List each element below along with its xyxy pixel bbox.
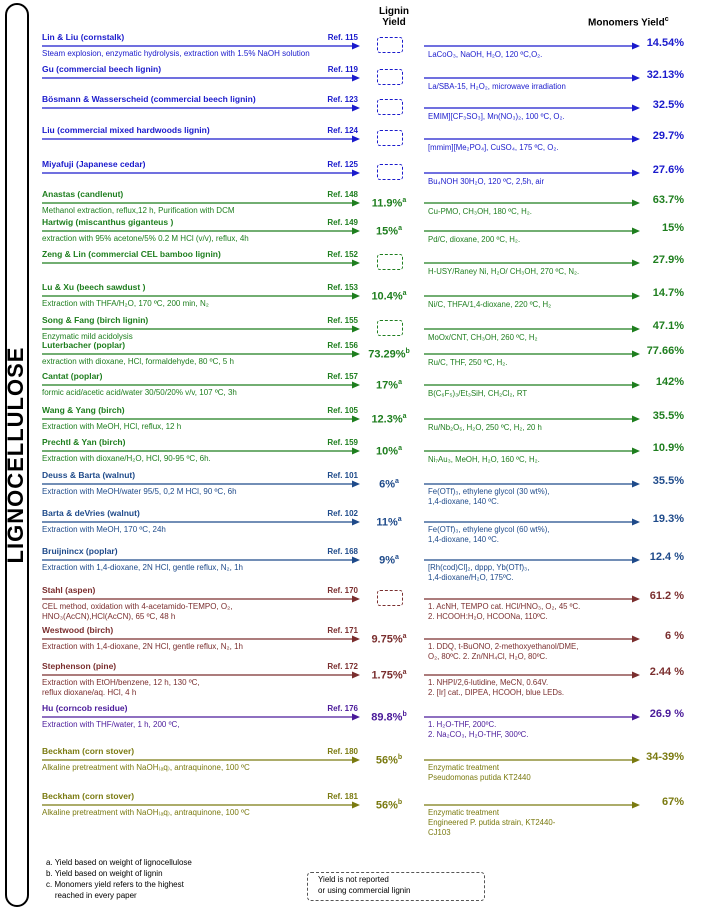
yield-number: 11% [376, 516, 398, 529]
legend-line-1: Yield is not reported [318, 875, 389, 884]
yield-number: 1.75% [371, 669, 403, 682]
row-right-condition: 1,4-dioxane/H₂O, 175ºC. [428, 573, 514, 582]
row-right-condition: Ru/Nb₂O₅, H₂O, 250 ºC, H₂, 20 h [428, 423, 542, 432]
lignin-yield-value [358, 289, 420, 302]
row-ref: Ref. 172 [327, 662, 358, 671]
lignin-yield-value [358, 196, 420, 209]
row-left-condition: Extraction with THFA/H₂O, 170 ºC, 200 min, N₂ [42, 299, 209, 308]
row-right-condition: Enzymatic treatment [428, 808, 500, 817]
row-author: Westwood (birch) [42, 625, 114, 635]
row-right-condition: Ni/C, THFA/1,4-dioxane, 220 ºC, H₂ [428, 300, 552, 309]
row-author: Hartwig (miscanthus giganteus ) [42, 217, 174, 227]
yield-footnote-mark: b [405, 348, 410, 355]
row-ref: Ref. 148 [327, 190, 358, 199]
row-author: Hu (corncob residue) [42, 703, 128, 713]
row-ref: Ref. 155 [327, 316, 358, 325]
yield-number: 6% [379, 478, 395, 491]
monomer-yield-value: 34-39% [646, 751, 684, 763]
row-left-condition: reflux dioxane/aq. HCl, 4 h [42, 688, 137, 697]
row-ref: Ref. 123 [327, 95, 358, 104]
lignin-yield-value [358, 477, 420, 490]
monomer-yield-value: 67% [661, 796, 684, 808]
yield-number: 17% [376, 379, 399, 392]
row-ref: Ref. 119 [327, 65, 358, 74]
monomer-yield-value: 15% [661, 222, 684, 234]
yield-number: 73.29% [368, 348, 406, 361]
row-left-condition: extraction with 95% acetone/5% 0.2 M HCl (v/v), reflux, 4h [42, 234, 249, 243]
row-author: Stahl (aspen) [42, 585, 96, 595]
row-left-condition: HNO₃(AcCN),HCl(AcCN), 65 ºC, 48 h [42, 612, 176, 621]
row-left-condition: CEL method, oxidation with 4-acetamido-TEMPO, O₂, [42, 602, 233, 611]
row-right-condition: 2. Na₂CO₃, H₂O-THF, 300ºC. [428, 730, 529, 739]
footnote-a: a. Yield based on weight of lignocellulose [46, 858, 192, 867]
yield-number: 12.3% [371, 413, 403, 426]
row-author: Liu (commercial mixed hardwoods lignin) [42, 125, 210, 135]
not-reported-box [377, 164, 403, 180]
row-author: Miyafuji (Japanese cedar) [42, 159, 146, 169]
row-author: Bruijnincx (poplar) [42, 546, 118, 556]
row-ref: Ref. 176 [327, 704, 358, 713]
yield-footnote-mark: a [402, 413, 407, 420]
row-author: Barta & deVries (walnut) [42, 508, 140, 518]
row-author: Cantat (poplar) [42, 371, 103, 381]
yield-number: 10.4% [371, 290, 403, 303]
lignin-yield-header: Lignin Yield [379, 6, 409, 28]
row-left-condition: Extraction with dioxane/H₂O, HCl, 90-95 ºC, 6h. [42, 454, 211, 463]
yield-footnote-mark: a [402, 197, 407, 204]
monomers-yield-header: Monomers Yield$^c$ [588, 16, 669, 29]
lignin-yield-value [358, 632, 420, 645]
row-right-condition: 1. AcNH, TEMPO cat. HCl/HNO₃, O₂, 45 ºC. [428, 602, 581, 611]
lignin-yield-value [358, 378, 420, 391]
monomer-yield-value: 6 % [665, 630, 684, 642]
row-right-condition: 1,4-dioxane, 140 ºC. [428, 497, 499, 506]
yield-footnote-mark: a [398, 445, 402, 452]
lignin-yield-value [358, 412, 420, 425]
row-left-condition: Alkaline pretreatment with NaOH₍ₐq₎, antraquinone, 100 ºC [42, 808, 250, 817]
left-arrow-head [352, 260, 360, 267]
yield-footnote-mark: a [395, 554, 399, 561]
yield-number: 15% [376, 225, 399, 238]
row-ref: Ref. 124 [327, 126, 358, 135]
monomer-yield-value: 14.7% [652, 287, 684, 299]
left-arrow-head [352, 596, 360, 603]
row-right-condition: 1. H₂O-THF, 200ºC. [428, 720, 497, 729]
yield-footnote-mark: a [395, 478, 399, 485]
row-ref: Ref. 125 [327, 160, 358, 169]
row-author: Song & Fang (birch lignin) [42, 315, 149, 325]
row-right-condition: H-USY/Raney Ni, H₂O/ CH₃OH, 270 ºC, N₂. [428, 267, 580, 276]
yield-footnote-mark: a [402, 669, 407, 676]
row-left-condition: Extraction with MeOH, 170 ºC, 24h [42, 525, 166, 534]
left-arrow-head [352, 170, 360, 177]
row-author: Deuss & Barta (walnut) [42, 470, 136, 480]
row-right-condition: MoOx/CNT, CH₃OH, 260 ºC, H₂ [428, 333, 538, 342]
side-label: LIGNOCELLULOSE [3, 346, 28, 564]
monomer-yield-value: 12.4 % [649, 551, 684, 563]
row-author: Prechtl & Yan (birch) [42, 437, 126, 447]
monomer-yield-value: 142% [655, 376, 684, 388]
row-right-condition: 1. DDQ, t-BuONO, 2-methoxyethanol/DME, [428, 642, 579, 651]
yield-footnote-mark: a [397, 516, 402, 523]
row-right-condition: CJ103 [428, 828, 451, 837]
row-ref: Ref. 101 [327, 471, 358, 480]
monomer-yield-value: 27.9% [652, 254, 684, 266]
monomer-yield-value: 14.54% [646, 37, 684, 49]
yield-footnote-mark: b [402, 711, 407, 718]
yield-number: 9% [379, 554, 395, 567]
row-ref: Ref. 156 [327, 341, 358, 350]
footnote-c-cont: reached in every paper [46, 891, 137, 900]
yield-footnote-mark: b [397, 799, 403, 806]
row-ref: Ref. 180 [327, 747, 358, 756]
row-right-condition: Fe(OTf)₃, ethylene glycol (30 wt%), [428, 487, 550, 496]
lignin-yield-value [358, 553, 420, 566]
row-author: Wang & Yang (birch) [42, 405, 125, 415]
monomer-yield-value: 32.5% [652, 99, 684, 111]
not-reported-box [377, 69, 403, 85]
not-reported-box [377, 130, 403, 146]
monomer-yield-value: 32.13% [646, 69, 684, 81]
monomer-yield-value: 47.1% [652, 320, 684, 332]
not-reported-box [377, 254, 403, 270]
yield-footnote-mark: b [397, 754, 403, 761]
row-right-condition: Cu-PMO, CH₃OH, 180 ºC, H₂. [428, 207, 532, 216]
row-ref: Ref. 149 [327, 218, 358, 227]
row-left-condition: Steam explosion, enzymatic hydrolysis, extraction with 1.5% NaOH solution [42, 49, 310, 58]
lignin-yield-value [358, 515, 420, 528]
row-ref: Ref. 115 [327, 33, 358, 42]
row-left-condition: Enzymatic mild acidolysis [42, 332, 133, 341]
monomer-yield-value: 27.6% [652, 164, 684, 176]
monomer-yield-value: 35.5% [652, 475, 684, 487]
row-ref: Ref. 157 [327, 372, 358, 381]
row-ref: Ref. 105 [327, 406, 358, 415]
monomer-yield-value: 19.3% [652, 513, 684, 525]
row-author: Lu & Xu (beech sawdust ) [42, 282, 146, 292]
yield-number: 89.8% [371, 711, 403, 724]
row-left-condition: Extraction with MeOH, HCl, reflux, 12 h [42, 422, 182, 431]
yield-footnote-mark: a [402, 290, 407, 297]
row-right-condition: B(C₆F₅)₃/Et₃SiH, CH₂Cl₂, RT [428, 389, 528, 398]
row-right-condition: 1. NHPI/2,6-lutidine, MeCN, 0.64V. [428, 678, 549, 687]
row-left-condition: Methanol extraction, reflux,12 h, Purification with DCM [42, 206, 235, 215]
row-right-condition: La/SBA-15, H₂O₂, microwave irradiation [428, 82, 566, 91]
row-left-condition: extraction with dioxane, HCl, formaldehyde, 80 ºC, 5 h [42, 357, 234, 366]
left-arrow-head [352, 136, 360, 143]
row-ref: Ref. 170 [327, 586, 358, 595]
row-right-condition: Fe(OTf)₃, ethylene glycol (60 wt%), [428, 525, 550, 534]
lignin-yield-value [358, 668, 420, 681]
monomer-yield-value: 2.44 % [649, 666, 684, 678]
monomer-yield-value: 35.5% [652, 410, 684, 422]
row-author: Gu (commercial beech lignin) [42, 64, 162, 74]
not-reported-box [377, 320, 403, 336]
row-left-condition: Extraction with EtOH/benzene, 12 h, 130 ºC, [42, 678, 200, 687]
monomer-yield-value: 26.9 % [649, 708, 684, 720]
not-reported-box [377, 99, 403, 115]
row-right-condition: Ni₇Au₃, MeOH, H₂O, 160 ºC, H₂. [428, 455, 540, 464]
row-author: Lin & Liu (cornstalk) [42, 32, 125, 42]
row-author: Luterbacher (poplar) [42, 340, 126, 350]
yield-footnote-mark: a [402, 633, 407, 640]
lignin-yield-value [358, 798, 420, 811]
row-right-condition: EMIM][CF₃SO₃], Mn(NO₃)₂, 100 ºC, O₂. [428, 112, 565, 121]
row-right-condition: Bu₄NOH 30H₂O, 120 ºC, 2,5h, air [428, 177, 545, 186]
footnote-c: c. Monomers yield refers to the highest [46, 880, 184, 889]
row-right-condition: LaCoO₃, NaOH, H₂O, 120 ºC,O₂. [428, 50, 543, 59]
legend-line-2: or using commercial lignin [318, 886, 411, 895]
row-ref: Ref. 102 [327, 509, 358, 518]
row-left-condition: Extraction with 1,4-dioxane, 2N HCl, gentle reflux, N₂, 1h [42, 563, 243, 572]
row-right-condition: Pseudomonas putida KT2440 [428, 773, 531, 782]
row-right-condition: Engineered P. putida strain, KT2440- [428, 818, 556, 827]
monomer-yield-value: 29.7% [652, 130, 684, 142]
footnote-b: b. Yield based on weight of lignin [46, 869, 163, 878]
row-right-condition: 1,4-dioxane, 140 ºC. [428, 535, 499, 544]
lignin-yield-value [358, 710, 420, 723]
row-author: Anastas (candlenut) [42, 189, 124, 199]
row-left-condition: Alkaline pretreatment with NaOH₍ₐq₎, antraquinone, 100 ºC [42, 763, 250, 772]
row-left-condition: Extraction with THF/water, 1 h, 200 ºC, [42, 720, 180, 729]
yield-number: 11.9% [371, 197, 403, 210]
yield-footnote-mark: a [398, 379, 402, 386]
monomer-yield-value: 77.66% [646, 345, 684, 357]
lignin-yield-value [358, 753, 420, 766]
not-reported-box [377, 590, 403, 606]
left-arrow-head [352, 105, 360, 112]
row-ref: Ref. 181 [327, 792, 358, 801]
not-reported-box [377, 37, 403, 53]
row-right-condition: [Rh(cod)Cl]₂, dppp, Yb(OTf)₃, [428, 563, 530, 572]
row-ref: Ref. 159 [327, 438, 358, 447]
lignin-yield-value [358, 347, 420, 360]
row-author: Beckham (corn stover) [42, 791, 135, 801]
row-ref: Ref. 153 [327, 283, 358, 292]
yield-footnote-mark: a [398, 225, 402, 232]
yield-number: 9.75% [371, 633, 403, 646]
row-left-condition: Extraction with 1,4-dioxane, 2N HCl, gentle reflux, N₂, 1h [42, 642, 243, 651]
monomer-yield-value: 63.7% [652, 194, 684, 206]
row-ref: Ref. 168 [327, 547, 358, 556]
lignin-yield-value [358, 224, 420, 237]
row-right-condition: [mmim][Me₂PO₄], CuSO₄, 175 ºC, O₂. [428, 143, 559, 152]
yield-number: 56% [375, 799, 398, 812]
row-left-condition: formic acid/acetic acid/water 30/50/20% v/v, 107 ºC, 3h [42, 388, 237, 397]
row-ref: Ref. 152 [327, 250, 358, 259]
row-right-condition: 2. [Ir] cat., DIPEA, HCOOH, blue LEDs. [428, 688, 565, 697]
row-right-condition: 2. HCOOH:H₂O, HCOONa, 110ºC. [428, 612, 548, 621]
left-arrow-head [352, 326, 360, 333]
row-right-condition: Enzymatic treatment [428, 763, 500, 772]
row-right-condition: O₂, 80ºC. 2. Zn/NH₄Cl, H₂O, 80ºC. [428, 652, 548, 661]
monomer-yield-value: 61.2 % [649, 590, 684, 602]
row-left-condition: Extraction with MeOH/water 95/5, 0,2 M HCl, 90 ºC, 6h [42, 487, 237, 496]
row-author: Zeng & Lin (commercial CEL bamboo lignin) [42, 249, 221, 259]
yield-number: 56% [375, 754, 398, 767]
row-author: Bösmann & Wasserscheid (commercial beech lignin) [42, 94, 256, 104]
yield-number: 10% [376, 445, 399, 458]
lignin-yield-value [358, 444, 420, 457]
row-right-condition: Ru/C, THF, 250 ºC, H₂. [428, 358, 508, 367]
left-arrow-head [352, 43, 360, 50]
left-arrow-head [352, 75, 360, 82]
row-author: Stephenson (pine) [42, 661, 117, 671]
row-author: Beckham (corn stover) [42, 746, 135, 756]
monomer-yield-value: 10.9% [652, 442, 684, 454]
row-right-condition: Pd/C, dioxane, 200 ºC, H₂. [428, 235, 521, 244]
row-ref: Ref. 171 [327, 626, 358, 635]
